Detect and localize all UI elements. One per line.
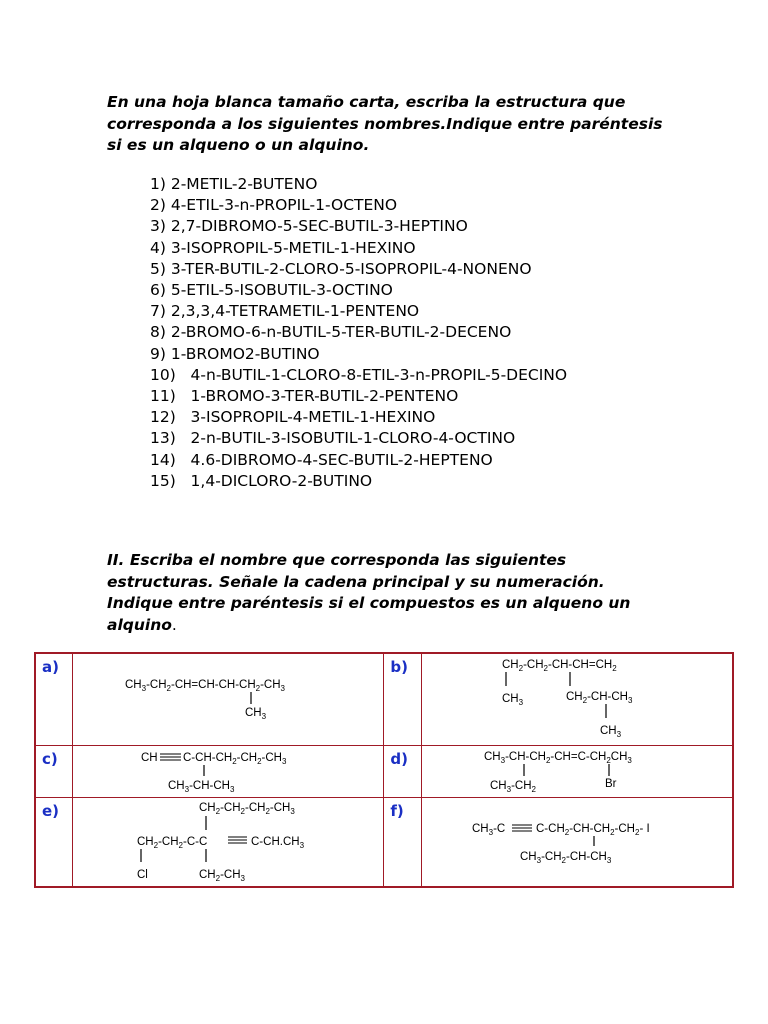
list-item: 13) 2-n-BUTIL-3-ISOBUTIL-1-CLORO-4-OCTINO <box>150 429 516 448</box>
compound-names-list <box>150 174 567 492</box>
instructions-part1 <box>107 92 667 157</box>
svg-text:CH2-CH2-C-C: $CH_2-CH_2-C-C$ <box>137 835 208 850</box>
structure-label-e: e) <box>35 797 73 887</box>
svg-text:CH3-CH2-CH-CH3: $CH_3-CH_2-CH-CH_3$ <box>520 850 612 865</box>
structure-b-formula <box>422 654 732 744</box>
svg-text:C-CH.CH3: $C-CH.CH_3$ <box>251 835 305 850</box>
list-item: 4) 3-ISOPROPIL-5-METIL-1-HEXINO <box>150 238 416 257</box>
structure-e <box>73 797 384 887</box>
svg-text:CH3: $CH_3$ <box>600 725 622 739</box>
part2-end: . <box>171 615 177 634</box>
svg-text:CH2-CH2-CH-CH=CH2: $CH_2-CH_2-CH-CH=CH_2$ <box>502 659 617 673</box>
svg-text:CH3-CH2: $CH_3-CH_2$ <box>490 779 536 794</box>
structure-label-d: d) <box>384 745 422 797</box>
structure-f <box>422 797 734 887</box>
svg-text:CH: CH <box>141 751 159 764</box>
list-item: 2) 4-ETIL-3-n-PROPIL-1-OCTENO <box>150 196 398 215</box>
svg-text:CH3-CH2-CH=CH-CH-CH2-CH3: $CH_3-CH_2-CH=CH-CH-CH_2-CH_3$ <box>125 679 286 693</box>
list-item: 15) 1,4-DICLORO-2-BUTINO <box>150 471 373 490</box>
svg-text:CH3-C: $CH_3-C$ <box>472 822 506 837</box>
svg-text:Br: Br <box>605 777 617 790</box>
list-item: 8) 2-BROMO-6-n-BUTIL-5-TER-BUTIL-2-DECENO <box>150 323 512 342</box>
svg-text:CH3-CH-CH2-CH=C-CH2CH3: $CH_3-CH-CH_2-CH=C-CH_2CH_3$ <box>484 750 632 765</box>
structure-d-formula <box>422 746 732 796</box>
list-item: 6) 5-ETIL-5-ISOBUTIL-3-OCTINO <box>150 281 393 300</box>
svg-text:Cl: Cl <box>137 868 149 881</box>
structure-label-b: b) <box>384 653 422 745</box>
structure-f-formula <box>422 798 732 886</box>
list-item: 5) 3-TER-BUTIL-2-CLORO-5-ISOPROPIL-4-NONENO <box>150 259 532 278</box>
svg-text:CH2-CH2-CH2-CH3: $CH_2-CH_2-CH_2-CH_3$ <box>199 801 296 816</box>
svg-text:CH3: $CH_3$ <box>502 693 524 707</box>
svg-text:CH3: $CH_3$ <box>245 707 267 721</box>
list-item: 7) 2,3,3,4-TETRAMETIL-1-PENTENO <box>150 302 420 321</box>
structure-d <box>422 745 734 797</box>
structures-table <box>34 652 734 888</box>
structure-c-formula <box>73 746 383 796</box>
list-item: 1) 2-METIL-2-BUTENO <box>150 175 318 193</box>
structure-label-f: f) <box>384 797 422 887</box>
structure-a <box>73 653 384 745</box>
list-item: 10) 4-n-BUTIL-1-CLORO-8-ETIL-3-n-PROPIL-5-DECINO <box>150 365 568 384</box>
structure-label-a: a) <box>35 653 73 745</box>
list-item: 9) 1-BROMO2-BUTINO <box>150 344 320 363</box>
svg-text:CH3-CH-CH3: $CH_3-CH-CH_3$ <box>168 779 235 794</box>
structure-b <box>422 653 734 745</box>
svg-text:C-CH2-CH-CH2-CH2- I: $C-CH_2-CH-CH_2-CH_2-$ I <box>536 822 650 837</box>
instructions-text: En una hoja blanca tamaño carta, escriba la estructura que corresponda a los siguientes nombres.Indique entre paréntesis si es un alqueno o un alquino. <box>107 93 663 154</box>
structure-c <box>73 745 384 797</box>
svg-text:C-CH-CH2-CH2-CH3: $C-CH-CH_2-CH_2-CH_3$ <box>183 751 287 766</box>
list-item: 11) 1-BROMO-3-TER-BUTIL-2-PENTENO <box>150 387 459 406</box>
structure-e-formula <box>73 798 383 886</box>
list-item: 12) 3-ISOPROPIL-4-METIL-1-HEXINO <box>150 408 436 427</box>
list-item: 3) 2,7-DIBROMO-5-SEC-BUTIL-3-HEPTINO <box>150 217 468 236</box>
part2-text: II. Escriba el nombre que corresponda las siguientes estructuras. Señale la cadena principal y su numeración. Indique entre paréntesis si el compuestos es un alqueno un alquino <box>107 551 631 634</box>
structure-a-formula <box>73 654 383 744</box>
instructions-part2 <box>107 550 667 636</box>
structure-label-c: c) <box>35 745 73 797</box>
svg-text:CH2-CH3: $CH_2-CH_3$ <box>199 868 246 883</box>
svg-text:CH2-CH-CH3: $CH_2-CH-CH_3$ <box>566 691 633 705</box>
list-item: 14) 4.6-DIBROMO-4-SEC-BUTIL-2-HEPTENO <box>150 450 493 469</box>
